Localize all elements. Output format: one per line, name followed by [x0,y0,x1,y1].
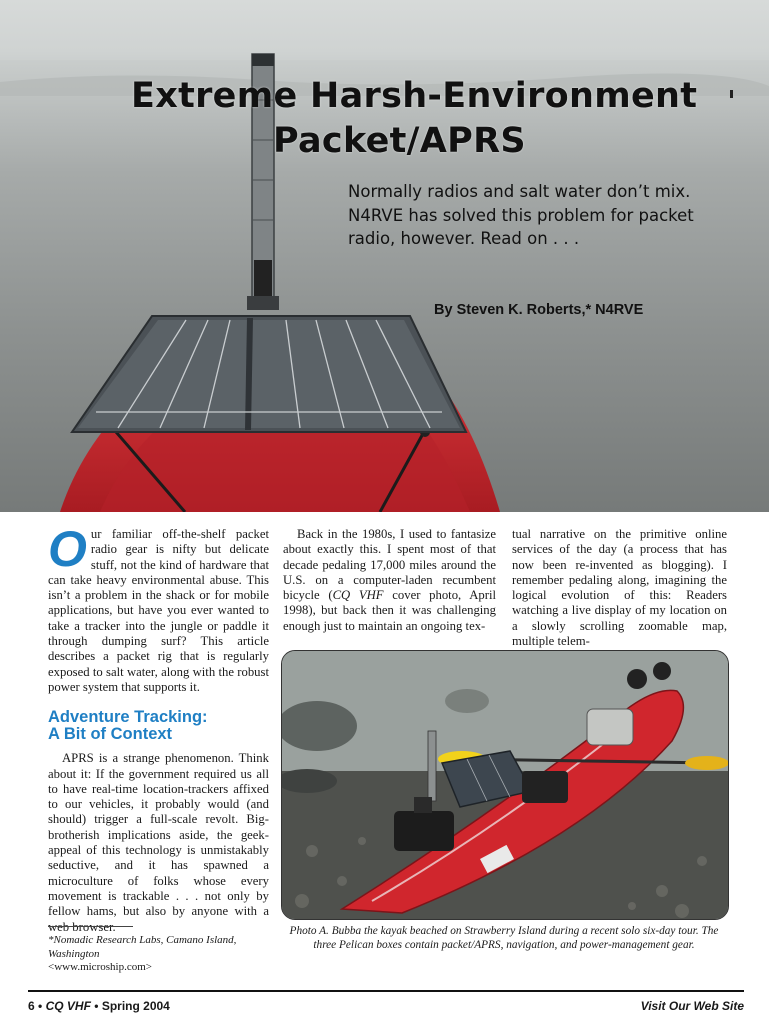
footnote-divider [48,926,133,927]
kayak-photo [281,650,729,920]
section-heading-line-2: A Bit of Context [48,725,173,744]
bullet-separator: • [94,999,99,1013]
intro-paragraph [48,521,269,695]
page-footer-info [28,999,170,1013]
deck-line: radio, however. Read on . . . [348,229,580,248]
footer-divider [28,990,744,992]
photo-caption: Photo A. Bubba the kayak beached on Strawberry Island during a recent solo six-day tour. The three Pelican boxes contain packet/APRS, navigation, and power-management gear. [289,925,719,951]
beached-kayak-illustration [282,651,728,919]
section-heading-line-1: Adventure Tracking: [48,708,208,727]
deck-line: N4RVE has solved this problem for packet [348,205,694,225]
byline: By Steven K. Roberts,* N4RVE [434,302,644,318]
footnote [48,934,270,975]
drop-cap: O [48,521,87,577]
page-number: 6 [28,999,35,1013]
title-line-2: Packet/APRS [273,121,526,161]
aprs-paragraph: APRS is a strange phenomenon. Think about it: If the government required us all to have real-time location-trackers affixed to our vehicles, it probably would (and should) trigger a full-scale revolt. Big-brotherish implications aside, the geek-appeal of this technology is unmistakably seductive, and it has spawned a microculture of folks whose every movement is trackable . . . not only by fellow hams, but also by anyone with a web browser. [48,751,269,934]
history-text-end: cover photo, April 1998), but back then it was challenging enough just to maintain an ongoing tex- [283,588,496,633]
website-promo[interactable]: Visit Our Web Site [640,999,744,1013]
history-text-start: Back in the 1980s, I used to fantasize about exactly this. I spent most of that decade pedaling 17,000 miles around the U.S. on a computer-laden recumbent bicycle ( [283,527,496,603]
column-3 [512,527,727,649]
column-2 [283,527,496,634]
footnote-url[interactable]: <www.microship.com> [48,961,152,973]
intro-text: ur familiar off-the-shelf packet radio gear is nifty but delicate stuff, not the kind of hardware that can take heavy environmental abuse. This isn’t a problem in the shack or for mobile applications, but have you ever wanted to take a tracker into the jungle or paddle it through dumping surf? This article describes a packet rig that is regularly exposed to salt water, along with the robust power system that supports it. [48,527,269,694]
deck-line: Normally radios and salt water don’t mix. [348,182,691,201]
magazine-name: CQ VHF [45,999,91,1013]
magazine-reference: CQ VHF [332,588,384,603]
column-1 [48,521,269,935]
issue-date: Spring 2004 [101,999,170,1013]
narrative-paragraph: tual narrative on the primitive online services of the day (a process that has now been re-invented as blogging). I remember pedaling along, imagining the logical evolution of this: Readers watching a live display of my location on a slowly scrolling zoomable map, multiple telem- [512,527,727,649]
section-heading [48,709,269,743]
footnote-affiliation: *Nomadic Research Labs, Camano Island, Washington [48,934,237,960]
bullet-separator: • [38,999,43,1013]
history-paragraph [283,527,496,634]
deck [348,180,748,251]
title-line-1: Extreme Harsh-Environment [131,76,698,116]
